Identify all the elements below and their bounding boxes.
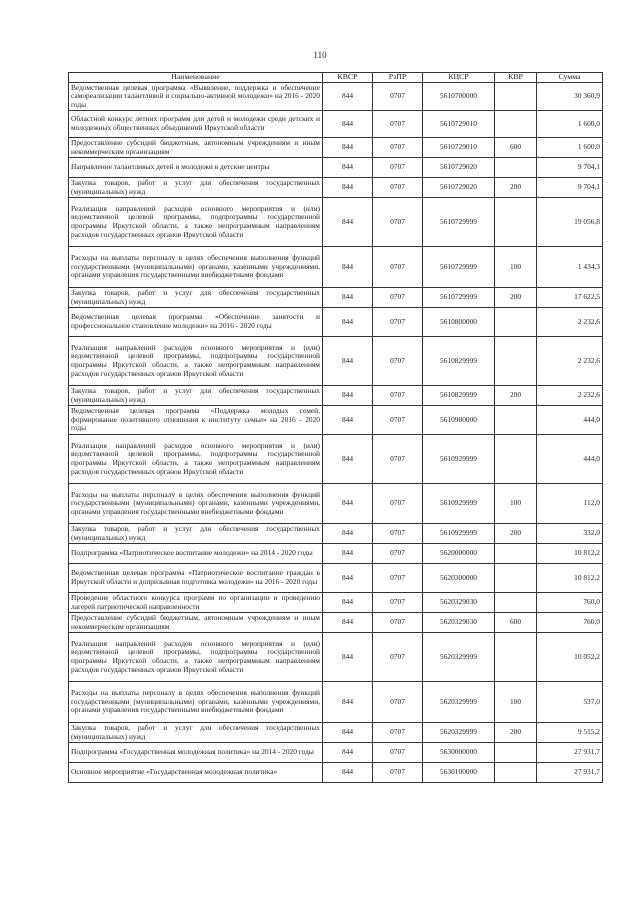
cell-name: Реализация направлений расходов основного мероприятия и (или) ведомственной целевой программы, подпрограммы государственной программы Иркутской области, а также непрограммным направлениям расходов государственных органов Иркутской области [69, 633, 323, 682]
cell-kvsr: 844 [323, 83, 373, 111]
cell-sum: 17 622,5 [537, 288, 603, 308]
cell-kvsr: 844 [323, 247, 373, 288]
cell-rzpr: 0707 [373, 723, 423, 743]
cell-kvr [495, 198, 537, 247]
cell-kvr: 100 [495, 247, 537, 288]
table-row [69, 613, 603, 633]
cell-kcsr: 5610729999 [423, 288, 495, 308]
cell-kvr: 200 [495, 178, 537, 198]
cell-kcsr: 5610729010 [423, 138, 495, 158]
cell-rzpr: 0707 [373, 406, 423, 435]
page-number: 110 [313, 50, 327, 60]
cell-sum: 537,0 [537, 682, 603, 723]
cell-name: Реализация направлений расходов основного мероприятия и (или) ведомственной целевой программы, подпрограммы государственной программы Иркутской области, а также непрограммным направлениям расходов государственных органов Иркутской области [69, 337, 323, 386]
cell-kcsr: 5610929999 [423, 484, 495, 524]
cell-kvr: 100 [495, 484, 537, 524]
table-row [69, 198, 603, 247]
cell-kcsr: 5610929999 [423, 524, 495, 544]
cell-name: Закупка товаров, работ и услуг для обеспечения государственных (муниципальных) нужд [69, 386, 323, 406]
cell-sum: 10 052,2 [537, 633, 603, 682]
cell-kcsr: 5610729020 [423, 158, 495, 178]
cell-rzpr: 0707 [373, 763, 423, 783]
cell-kvsr: 844 [323, 723, 373, 743]
cell-name: Основное мероприятие «Государственная молодежная политика» [69, 763, 323, 783]
table-row [69, 138, 603, 158]
cell-rzpr: 0707 [373, 198, 423, 247]
cell-kvsr: 844 [323, 111, 373, 138]
cell-kvsr: 844 [323, 763, 373, 783]
cell-kvr [495, 435, 537, 484]
cell-name: Закупка товаров, работ и услуг для обеспечения государственных (муниципальных) нужд [69, 723, 323, 743]
cell-sum: 10 812,2 [537, 544, 603, 564]
cell-sum: 112,0 [537, 484, 603, 524]
table-row [69, 158, 603, 178]
table-body [69, 83, 603, 783]
table-row [69, 178, 603, 198]
cell-name: Расходы на выплаты персоналу в целях обеспечения выполнения функций государственными (муниципальными) органами, казенными учреждениями, органами управления государственными внебюджетными фондами [69, 247, 323, 288]
table-row [69, 524, 603, 544]
table-row [69, 288, 603, 308]
cell-kcsr: 5610800000 [423, 308, 495, 337]
cell-sum: 1 600,0 [537, 138, 603, 158]
cell-sum: 2 232,6 [537, 386, 603, 406]
cell-name: Расходы на выплаты персоналу в целях обеспечения выполнения функций государственными (муниципальными) органами, казенными учреждениями, органами управления государственными внебюджетными фондами [69, 682, 323, 723]
cell-kvsr: 844 [323, 337, 373, 386]
cell-name: Расходы на выплаты персоналу в целях обеспечения выполнения функций государственными (муниципальными) органами, казенными учреждениями, органами управления государственными внебюджетными фондами [69, 484, 323, 524]
table-row [69, 484, 603, 524]
cell-kvr [495, 337, 537, 386]
table-row [69, 83, 603, 111]
cell-kcsr: 5630000000 [423, 743, 495, 763]
cell-sum: 9 515,2 [537, 723, 603, 743]
cell-name: Реализация направлений расходов основного мероприятия и (или) ведомственной целевой программы, подпрограммы государственной программы Иркутской области, а также непрограммным направлениям расходов государственных органов Иркутской области [69, 435, 323, 484]
cell-kvr [495, 83, 537, 111]
cell-kvsr: 844 [323, 386, 373, 406]
cell-name: Реализация направлений расходов основного мероприятия и (или) ведомственной целевой программы, подпрограммы государственной программы Иркутской области, а также непрограммным направлениям расходов государственных органов Иркутской области [69, 198, 323, 247]
cell-kcsr: 5620000000 [423, 544, 495, 564]
cell-sum: 10 812,2 [537, 564, 603, 593]
cell-sum: 1 434,3 [537, 247, 603, 288]
header-kvsr: КВСР [323, 73, 373, 83]
table-row [69, 308, 603, 337]
cell-rzpr: 0707 [373, 484, 423, 524]
cell-rzpr: 0707 [373, 564, 423, 593]
cell-kvsr: 844 [323, 198, 373, 247]
cell-kvr [495, 743, 537, 763]
header-sum: Сумма [537, 73, 603, 83]
cell-kcsr: 5610729010 [423, 111, 495, 138]
cell-name: Ведомственная целевая программа «Обеспечение занятости и профессиональное становление молодежи» на 2016 - 2020 годы [69, 308, 323, 337]
cell-name: Направление талантливых детей и молодежи в детские центры [69, 158, 323, 178]
cell-kcsr: 5610929999 [423, 435, 495, 484]
cell-kvr: 100 [495, 682, 537, 723]
table-row [69, 723, 603, 743]
cell-kvr [495, 111, 537, 138]
cell-kvsr: 844 [323, 138, 373, 158]
header-kcsr: КЦСР [423, 73, 495, 83]
table-row [69, 763, 603, 783]
cell-kvr [495, 544, 537, 564]
cell-name: Подпрограмма «Государственная молодежная политика» на 2014 - 2020 годы [69, 743, 323, 763]
cell-kvsr: 844 [323, 593, 373, 613]
cell-kvsr: 844 [323, 613, 373, 633]
cell-kvsr: 844 [323, 406, 373, 435]
table-header-row [69, 73, 603, 83]
cell-kvsr: 844 [323, 435, 373, 484]
cell-name: Закупка товаров, работ и услуг для обеспечения государственных (муниципальных) нужд [69, 178, 323, 198]
cell-sum: 27 931,7 [537, 763, 603, 783]
table-row [69, 743, 603, 763]
cell-kcsr: 5620300000 [423, 564, 495, 593]
table-row [69, 111, 603, 138]
cell-sum: 332,0 [537, 524, 603, 544]
cell-rzpr: 0707 [373, 386, 423, 406]
cell-rzpr: 0707 [373, 308, 423, 337]
cell-kcsr: 5620329030 [423, 593, 495, 613]
cell-sum: 444,0 [537, 406, 603, 435]
cell-kvr: 200 [495, 386, 537, 406]
cell-kvr: 200 [495, 723, 537, 743]
cell-rzpr: 0707 [373, 158, 423, 178]
table-row [69, 386, 603, 406]
cell-kvr [495, 633, 537, 682]
cell-kvsr: 844 [323, 544, 373, 564]
cell-kvsr: 844 [323, 682, 373, 723]
cell-name: Закупка товаров, работ и услуг для обеспечения государственных (муниципальных) нужд [69, 524, 323, 544]
table-row [69, 337, 603, 386]
cell-kvr: 600 [495, 138, 537, 158]
table-row [69, 593, 603, 613]
cell-kvr [495, 406, 537, 435]
cell-name: Предоставление субсидий бюджетным, автономным учреждениям и иным некоммерческим организациям [69, 613, 323, 633]
cell-sum: 2 232,6 [537, 337, 603, 386]
cell-kcsr: 5610729999 [423, 198, 495, 247]
cell-rzpr: 0707 [373, 337, 423, 386]
cell-rzpr: 0707 [373, 743, 423, 763]
cell-kcsr: 5630100000 [423, 763, 495, 783]
cell-sum: 27 931,7 [537, 743, 603, 763]
cell-rzpr: 0707 [373, 613, 423, 633]
cell-name: Проведение областного конкурса программ по организации и проведению лагерей патриотической направленности [69, 593, 323, 613]
table-row [69, 682, 603, 723]
cell-rzpr: 0707 [373, 435, 423, 484]
cell-kcsr: 5620329999 [423, 682, 495, 723]
cell-kvsr: 844 [323, 524, 373, 544]
header-kvr: КВР [495, 73, 537, 83]
header-name: Наименование [69, 73, 323, 83]
cell-kcsr: 5610900000 [423, 406, 495, 435]
cell-name: Ведомственная целевая программа «Выявление, поддержка и обеспечение самореализации талантливой и социально-активной молодежи» на 2016 - 2020 годы [69, 83, 323, 111]
cell-rzpr: 0707 [373, 178, 423, 198]
cell-kcsr: 5610829999 [423, 386, 495, 406]
cell-kcsr: 5620329999 [423, 633, 495, 682]
cell-kvsr: 844 [323, 633, 373, 682]
cell-kcsr: 5610729020 [423, 178, 495, 198]
cell-kcsr: 5610829999 [423, 337, 495, 386]
cell-sum: 9 704,1 [537, 178, 603, 198]
cell-name: Ведомственная целевая программа «Поддержка молодых семей, формирование позитивного отношения к институту семьи» на 2016 - 2020 годы [69, 406, 323, 435]
cell-sum: 760,0 [537, 593, 603, 613]
cell-name: Предоставление субсидий бюджетным, автономным учреждениям и иным некоммерческим организациям [69, 138, 323, 158]
cell-sum: 2 232,6 [537, 308, 603, 337]
cell-sum: 1 600,0 [537, 111, 603, 138]
cell-kvsr: 844 [323, 288, 373, 308]
cell-name: Подпрограмма «Патриотическое воспитание молодежи» на 2014 - 2020 годы [69, 544, 323, 564]
cell-sum: 19 056,8 [537, 198, 603, 247]
table-row [69, 247, 603, 288]
cell-rzpr: 0707 [373, 524, 423, 544]
table-row [69, 633, 603, 682]
cell-kvsr: 844 [323, 743, 373, 763]
cell-sum: 9 704,1 [537, 158, 603, 178]
table-row [69, 544, 603, 564]
cell-kvr [495, 564, 537, 593]
cell-kvsr: 844 [323, 564, 373, 593]
cell-kvr [495, 593, 537, 613]
cell-kvsr: 844 [323, 308, 373, 337]
cell-kvr: 600 [495, 613, 537, 633]
cell-kcsr: 5610729999 [423, 247, 495, 288]
cell-rzpr: 0707 [373, 288, 423, 308]
cell-name: Закупка товаров, работ и услуг для обеспечения государственных (муниципальных) нужд [69, 288, 323, 308]
cell-kcsr: 5620329999 [423, 723, 495, 743]
cell-rzpr: 0707 [373, 544, 423, 564]
cell-kcsr: 5620329030 [423, 613, 495, 633]
cell-rzpr: 0707 [373, 83, 423, 111]
cell-kcsr: 5610700000 [423, 83, 495, 111]
cell-sum: 444,0 [537, 435, 603, 484]
cell-kvsr: 844 [323, 484, 373, 524]
cell-name: Областной конкурс летних программ для детей и молодежи среди детских и молодежных общественных объединений Иркутской области [69, 111, 323, 138]
budget-table [68, 72, 603, 783]
cell-rzpr: 0707 [373, 138, 423, 158]
cell-name: Ведомственная целевая программа «Патриотическое воспитание граждан в Иркутской области и допризывная подготовка молодежи» на 2016 - 2020 годы [69, 564, 323, 593]
table-row [69, 564, 603, 593]
cell-rzpr: 0707 [373, 593, 423, 613]
cell-kvr: 200 [495, 288, 537, 308]
table-row [69, 406, 603, 435]
cell-rzpr: 0707 [373, 247, 423, 288]
cell-kvr: 200 [495, 524, 537, 544]
table-row [69, 435, 603, 484]
cell-kvsr: 844 [323, 178, 373, 198]
cell-sum: 760,0 [537, 613, 603, 633]
cell-kvr [495, 763, 537, 783]
cell-kvr [495, 308, 537, 337]
cell-rzpr: 0707 [373, 682, 423, 723]
cell-rzpr: 0707 [373, 111, 423, 138]
cell-kvsr: 844 [323, 158, 373, 178]
header-rzpr: РзПР [373, 73, 423, 83]
cell-rzpr: 0707 [373, 633, 423, 682]
cell-kvr [495, 158, 537, 178]
cell-sum: 30 360,9 [537, 83, 603, 111]
